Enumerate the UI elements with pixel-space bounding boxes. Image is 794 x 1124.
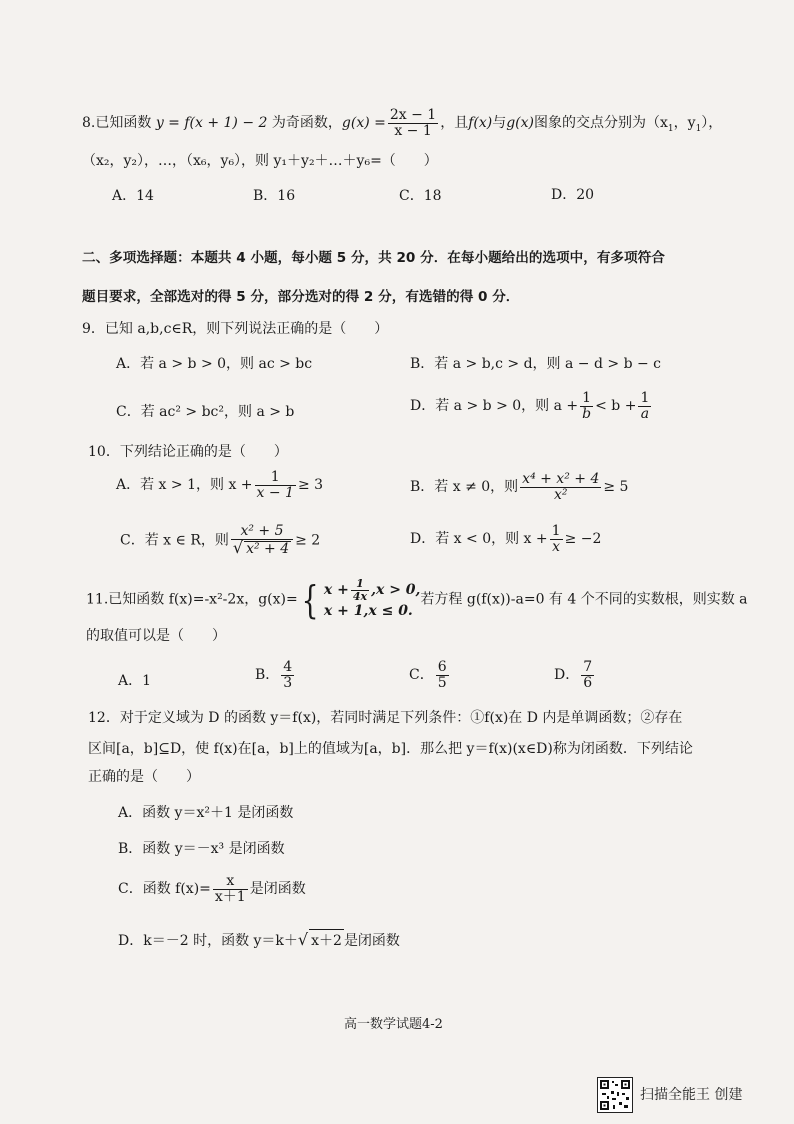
scanner-watermark: 扫描全能王 创建 <box>640 1087 743 1103</box>
q11-option-c: C． $\frac{6}{5}$ <box>409 659 447 691</box>
q8-option-c: C．18 <box>399 188 442 204</box>
q8-option-a: A．14 <box>112 188 154 204</box>
q11-option-a: A．1 <box>118 673 152 689</box>
q10-option-b: B．若 x ≠ 0，则 $\frac{\text{x⁴ + x² + 4}}{\text{x²}}$ ≥ 5 <box>410 471 629 503</box>
q10-stem: 10．下列结论正确的是（ ） <box>88 444 288 460</box>
q9-d-fraction-1: $\frac{1}{b}$ <box>582 390 592 422</box>
q9-option-b: B．若 a > b,c > d，则 a − d > b − c <box>410 356 662 372</box>
q12-option-b: B．函数 y＝－x³ 是闭函数 <box>118 841 285 857</box>
q10-option-d: D．若 x < 0，则 x + $\frac{1}{x}$ ≥ −2 <box>410 523 602 555</box>
q9-option-a: A．若 a > b > 0，则 ac > bc <box>116 356 313 372</box>
q12-line3: 正确的是（ ） <box>88 769 200 785</box>
q9-option-c: C．若 ac² > bc²，则 a > b <box>116 404 295 420</box>
section2-heading-line2: 题目要求，全部选对的得 5 分，部分选对的得 2 分，有选错的得 0 分． <box>82 289 520 305</box>
q12-line2: 区间[a，b]⊆D，使 f(x)在[a，b]上的值域为[a，b]．那么把 y＝f(x)(x∈D)称为闭函数．下列结论 <box>88 741 693 757</box>
q8-g-fraction: $\frac{2x - 1}{x - 1}$ <box>389 107 437 139</box>
q9-stem: 9．已知 a,b,c∈R，则下列说法正确的是（ ） <box>82 321 389 337</box>
q12-option-c: C．函数 f(x)= $\frac{x}{x+1}$ 是闭函数 <box>118 873 306 905</box>
q12-option-d: D．k＝－2 时，函数 y＝k＋√ x＋2 是闭函数 <box>118 930 400 949</box>
q8-line1: 8.已知函数 y = f(x + 1) − 2 为奇函数，g(x) = $\frac{2x - 1}{x - 1}$ ，且f(x)与g(x)图象的交点分别为（$x_1$，$y_1$）， <box>82 107 723 139</box>
q8-option-b: B．16 <box>253 188 296 204</box>
section2-heading-line1: 二、多项选择题：本题共 4 小题，每小题 5 分，共 20 分．在每小题给出的选项中，有多项符合 <box>82 250 665 266</box>
q10-c-fraction: $\frac{\text{x² + 5}}{\text{√ x² + 4}}$ <box>231 524 293 556</box>
qr-code-icon <box>597 1077 633 1113</box>
q10-b-fraction: $\frac{\text{x⁴ + x² + 4}}{\text{x²}}$ <box>522 471 600 503</box>
q9-option-d: D．若 a > b > 0，则 a + $\frac{1}{b}$ < b + $\frac{1}{a}$ <box>410 390 650 422</box>
q10-d-fraction: $\frac{1}{x}$ <box>551 523 561 555</box>
q11-line1: 11.已知函数 f(x)=-x²-2x，g(x)={ x + $\frac{1}{4x}$ ,x > 0, x + 1,x ≤ 0. 若方程 g(f(x))-a=0 有 4 个不同的实数根，则实数 a <box>86 577 748 622</box>
q11-option-b: B． $\frac{4}{3}$ <box>255 659 293 691</box>
q8-option-d: D．20 <box>551 187 595 203</box>
q12-line1: 12．对于定义域为 D 的函数 y＝f(x)，若同时满足下列条件：①f(x)在 D 内是单调函数；②存在 <box>88 710 683 726</box>
q8-line2: （x₂，y₂），…，（x₆，y₆），则 y₁＋y₂＋…＋y₆=（ ） <box>82 153 438 169</box>
q11-option-d: D． $\frac{7}{6}$ <box>554 659 593 691</box>
q10-option-a: A．若 x > 1，则 x + $\frac{1}{x - 1}$ ≥ 3 <box>116 469 324 501</box>
q12-option-a: A．函数 y＝x²＋1 是闭函数 <box>118 805 294 821</box>
q9-d-fraction-2: $\frac{1}{a}$ <box>640 390 650 422</box>
page-footer-label: 高一数学试题4-2 <box>344 1017 443 1032</box>
q10-a-fraction: $\frac{1}{x - 1}$ <box>256 469 294 501</box>
q11-line2: 的取值可以是（ ） <box>86 628 226 644</box>
q11-piecewise: x + $\frac{1}{4x}$ ,x > 0, x + 1,x ≤ 0. <box>323 577 421 620</box>
q10-option-c: C．若 x ∈ R，则 $\frac{\text{x² + 5}}{\text{√ x² + 4}}$ ≥ 2 <box>120 523 321 557</box>
